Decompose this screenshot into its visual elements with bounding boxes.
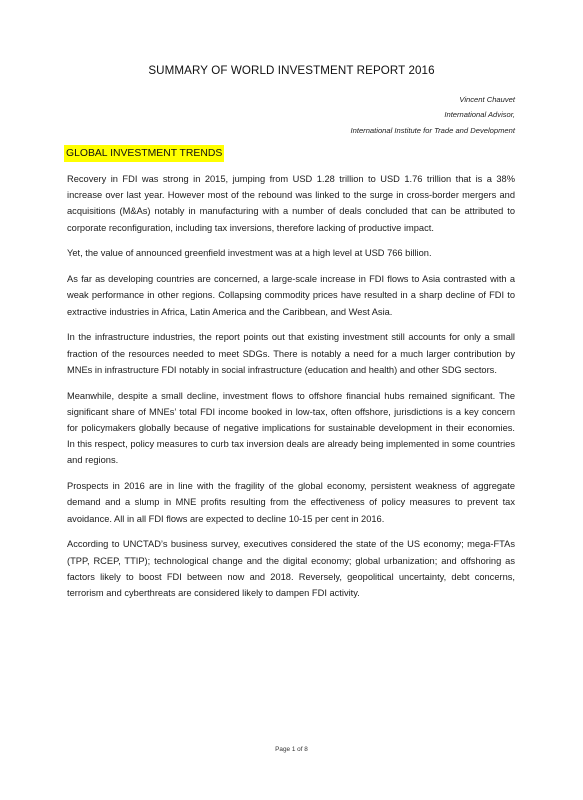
paragraph: Prospects in 2016 are in line with the fragility of the global economy, persistent weakness of aggregate demand and a slump in MNE profits resulting from the effectiveness of policy measures to prevent tax avoidance. All in all FDI flows are expected to decline 10-15 per cent in 2016. bbox=[67, 481, 515, 524]
author-organization: International Institute for Trade and Development bbox=[350, 125, 515, 135]
paragraph: Recovery in FDI was strong in 2015, jumping from USD 1.28 trillion to USD 1.76 trillion that is a 38% increase over last year. However most of the rebound was linked to the surge in cross-border mergers and acquisitions (M&As) notably in manufacturing with a number of deals concluded that can be attributed to corporate reconfiguration, including tax inversions, therefore lacking of productive impact. bbox=[67, 174, 515, 233]
body-text bbox=[67, 171, 515, 611]
author-name: Vincent Chauvet bbox=[459, 95, 515, 104]
author-block bbox=[351, 92, 516, 138]
paragraph: Yet, the value of announced greenfield investment was at a high level at USD 766 billion. bbox=[67, 248, 432, 259]
document-title: SUMMARY OF WORLD INVESTMENT REPORT 2016 bbox=[148, 64, 435, 77]
paragraph: According to UNCTAD’s business survey, executives considered the state of the US economy; mega-FTAs (TPP, RCEP, TTIP); technological change and the digital economy; global urbanization; and offshoring as factors likely to boost FDI between now and 2018. Reversely, geopolitical uncertainty, debt concerns, terrorism and cyberthreats are considered likely to dampen FDI activity. bbox=[67, 539, 515, 599]
paragraph: In the infrastructure industries, the report points out that existing investment still accounts for only a small fraction of the resources needed to meet SDGs. There is notably a need for a much larger contribution by MNEs in infrastructure FDI notably in social infrastructure (education and health) and other SDG sectors. bbox=[67, 332, 515, 375]
section-heading: GLOBAL INVESTMENT TRENDS bbox=[64, 145, 224, 162]
paragraph: As far as developing countries are concerned, a large-scale increase in FDI flows to Asia contrasted with a weak performance in other regions. Collapsing commodity prices have resulted in a sharp decline of FDI to extractive industries in Africa, Latin America and the Caribbean, and West Asia. bbox=[67, 274, 515, 317]
page-number: Page 1 of 8 bbox=[275, 746, 308, 753]
paragraph: Meanwhile, despite a small decline, investment flows to offshore financial hubs remained significant. The significant share of MNEs’ total FDI income booked in low-tax, often offshore, jurisdictions is a key concern for policymakers globally because of negative implications for sustainable development in their economies. In this respect, policy measures to curb tax inversion deals are already being implemented in some countries and regions. bbox=[67, 390, 515, 466]
author-role: International Advisor, bbox=[444, 110, 515, 120]
